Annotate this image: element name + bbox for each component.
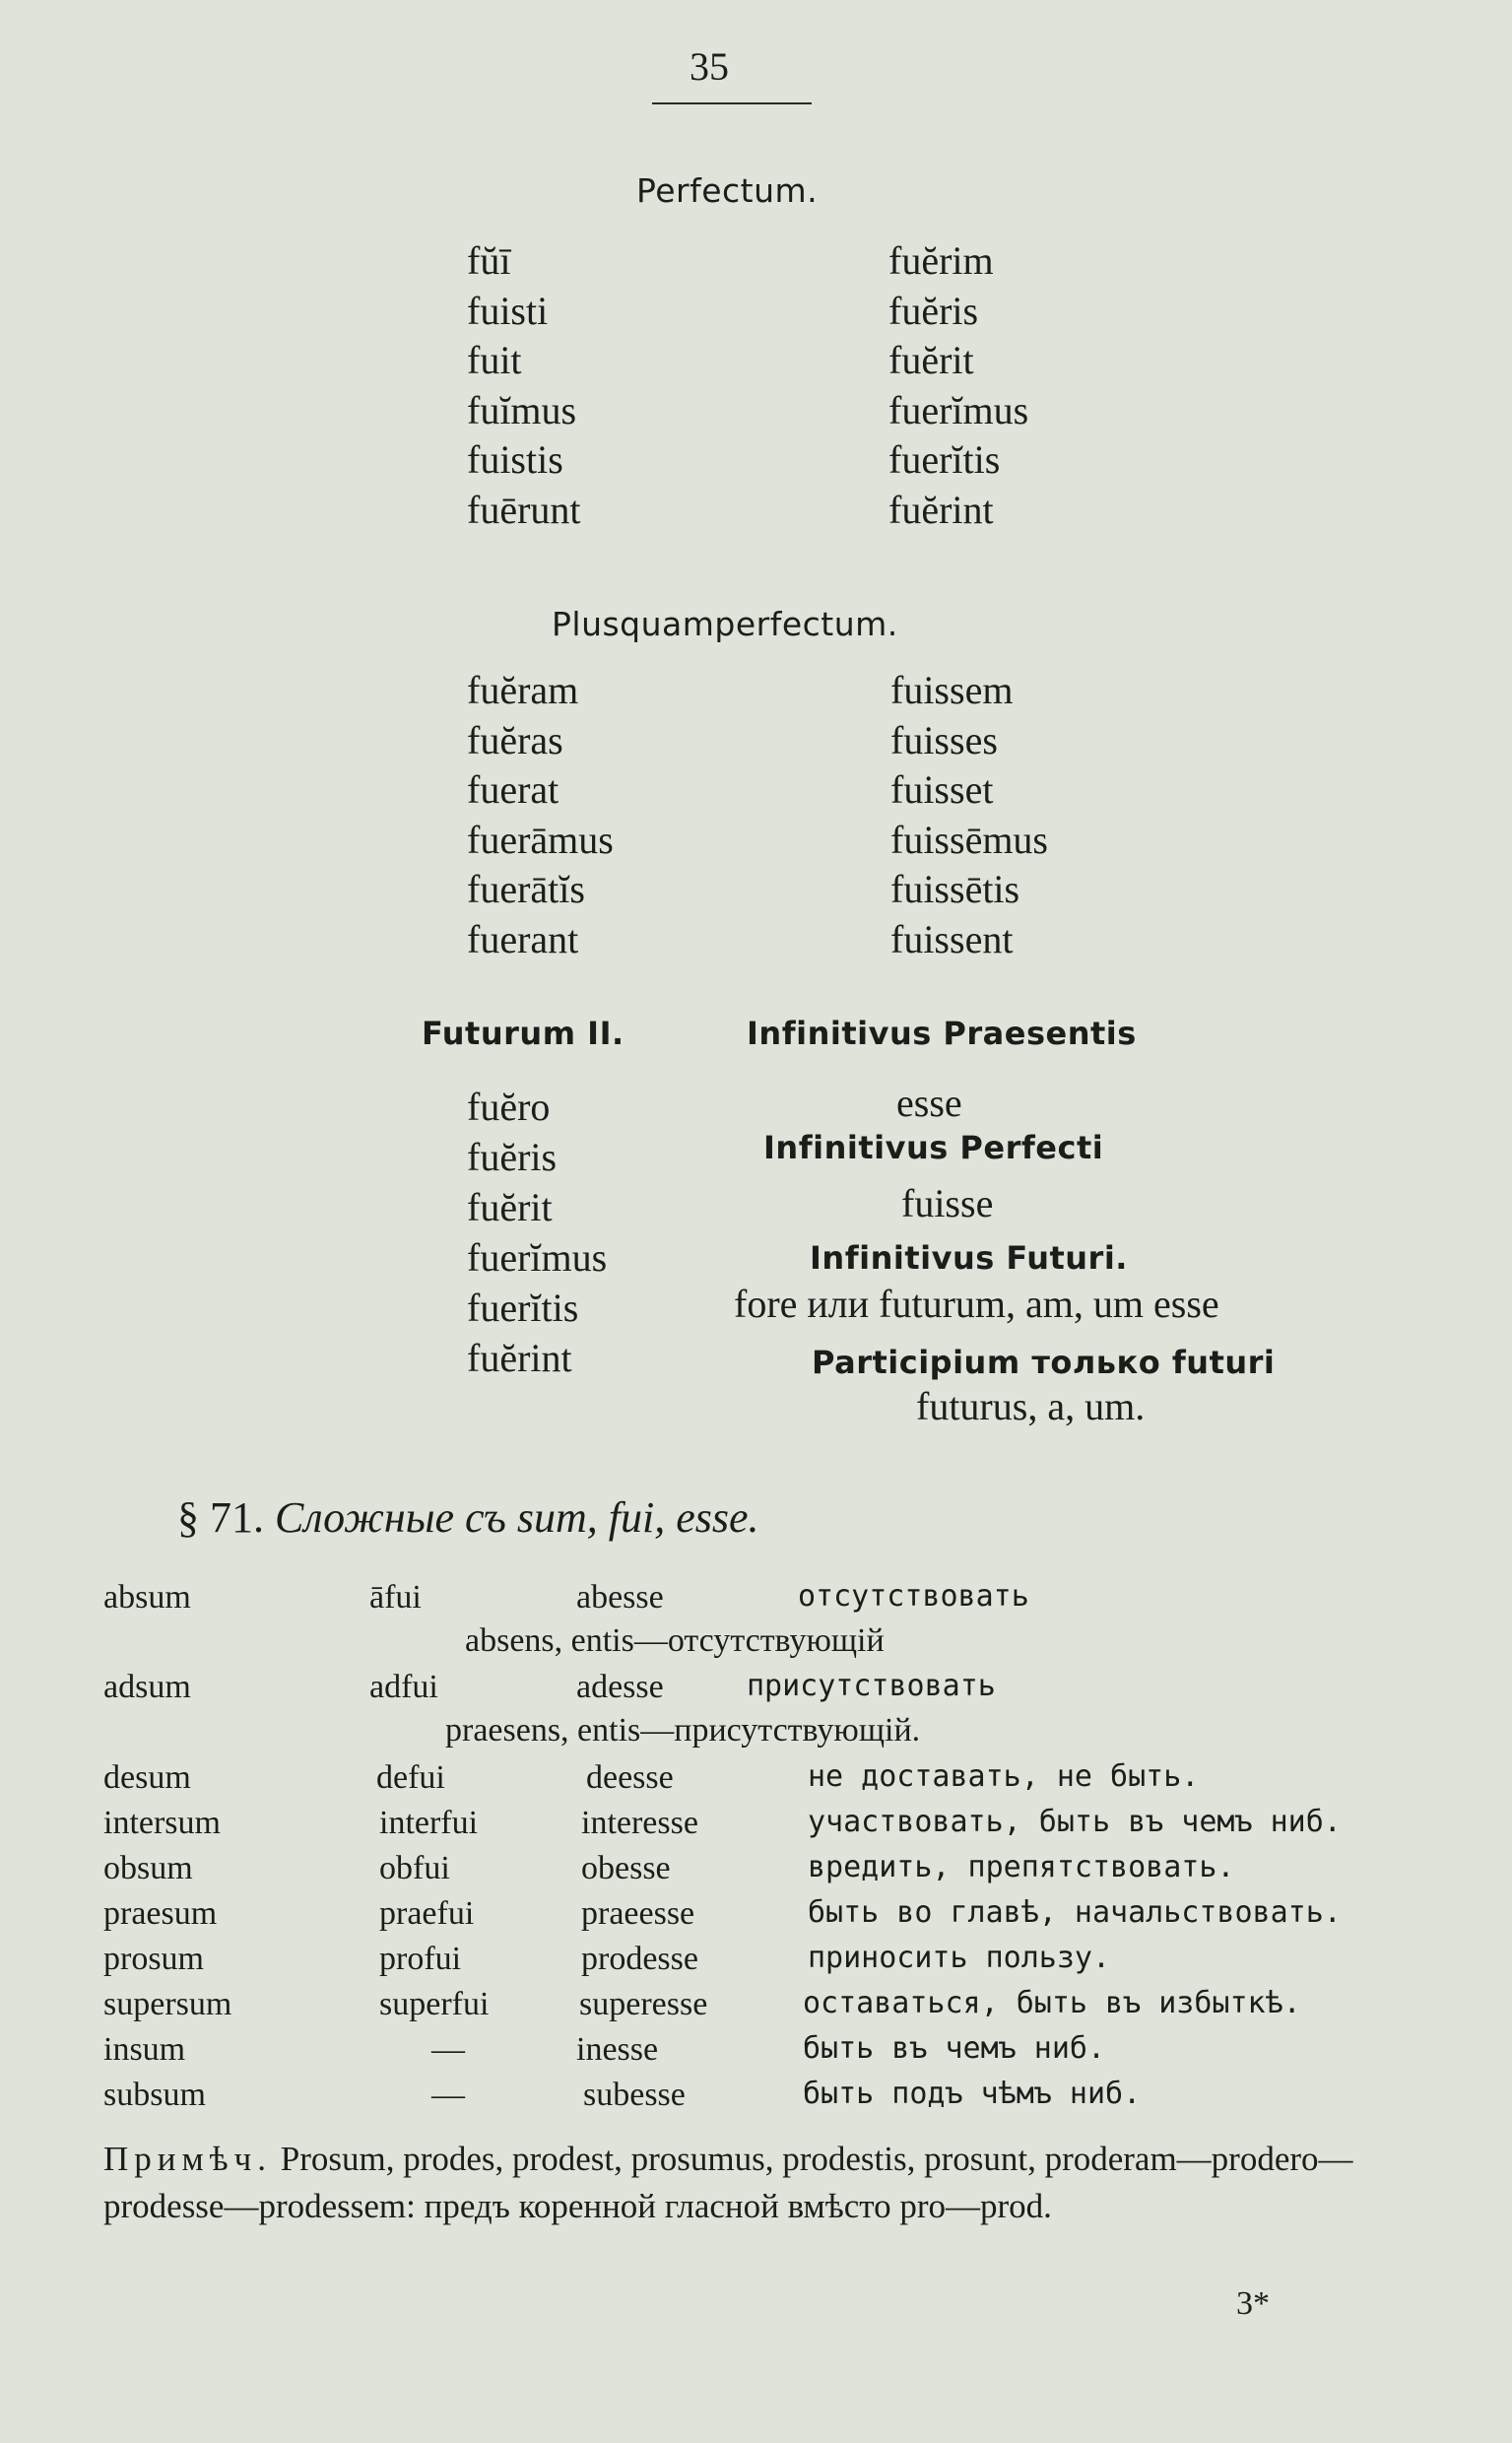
verb-infinitive: prodesse	[581, 1941, 698, 1977]
verb-perfect: interfui	[379, 1805, 479, 1841]
table-row	[0, 1986, 1512, 2029]
verb-perfect: defui	[376, 1759, 445, 1796]
list-item: fuĕram	[467, 668, 579, 712]
verb-meaning: приносить пользу.	[808, 1941, 1111, 1975]
list-item: fuerāmus	[467, 817, 614, 862]
list-item: fuistis	[467, 437, 563, 482]
table-row	[0, 1850, 1512, 1893]
participle-note: absens, entis—отсутствующій	[465, 1622, 885, 1659]
verb-perfect: obfui	[379, 1850, 450, 1886]
verb-meaning: быть подъ чѣмъ ниб.	[803, 2077, 1142, 2111]
section-title-words: sum, fui, esse.	[516, 1493, 759, 1542]
list-item: fuĕro	[467, 1085, 551, 1129]
list-item: fuisti	[467, 288, 549, 333]
participium-form: futurus, a, um.	[916, 1384, 1146, 1428]
table-row-participle	[0, 1622, 1512, 1666]
section-number: § 71.	[177, 1493, 264, 1542]
verb-perfect: —	[431, 2077, 465, 2113]
list-item: fuĕrint	[467, 1336, 572, 1380]
infinitivus-praesentis-title: Infinitivus Praesentis	[747, 1015, 1137, 1052]
list-item: fuisset	[890, 767, 994, 812]
verb-infinitive: interesse	[581, 1805, 698, 1841]
verb-perfect: praefui	[379, 1895, 475, 1932]
futurum-list	[467, 1082, 607, 1383]
perfectum-subjunctive-list	[888, 236, 1028, 535]
verb-perfect: āfui	[369, 1579, 422, 1616]
list-item: fuerant	[467, 916, 579, 961]
infinitivus-futuri-title: Infinitivus Futuri.	[810, 1239, 1128, 1277]
verb-meaning: присутствовать	[747, 1669, 996, 1703]
verb-present: desum	[103, 1759, 191, 1796]
verb-present: supersum	[103, 1986, 232, 2022]
verb-present: adsum	[103, 1669, 191, 1705]
list-item: fuĕrit	[888, 338, 974, 382]
verb-infinitive: deesse	[586, 1759, 674, 1796]
list-item: fuit	[467, 338, 522, 382]
verb-meaning: оставаться, быть въ избыткѣ.	[803, 1986, 1301, 2020]
verb-present: absum	[103, 1579, 191, 1616]
list-item: fuĕris	[467, 1135, 558, 1179]
verb-present: obsum	[103, 1850, 193, 1886]
list-item: fuerĭmus	[467, 1235, 608, 1280]
table-row	[0, 2077, 1512, 2120]
table-row	[0, 1669, 1512, 1712]
list-item: fuissent	[890, 916, 1014, 961]
perfectum-indicative-list	[467, 236, 581, 535]
verb-present: subsum	[103, 2077, 206, 2113]
verb-infinitive: superesse	[579, 1986, 708, 2022]
list-item: fuĕrit	[467, 1185, 553, 1229]
verb-perfect: —	[431, 2031, 465, 2068]
verb-present: intersum	[103, 1805, 221, 1841]
verb-meaning: вредить, препятствовать.	[808, 1850, 1235, 1884]
infinitivus-futuri-form: fore или futurum, am, um esse	[734, 1282, 1219, 1326]
verb-infinitive: obesse	[581, 1850, 671, 1886]
verb-meaning: не доставать, не быть.	[808, 1759, 1200, 1794]
infinitivus-perfecti-title: Infinitivus Perfecti	[763, 1129, 1104, 1166]
list-item: fuerĭtis	[467, 1286, 579, 1330]
list-item: fuissem	[890, 668, 1014, 712]
verb-infinitive: adesse	[576, 1669, 664, 1705]
verb-present: insum	[103, 2031, 186, 2068]
list-item: fuērunt	[467, 487, 581, 532]
verb-infinitive: abesse	[576, 1579, 664, 1616]
infinitivus-praesentis-form: esse	[896, 1081, 962, 1125]
list-item: fuerātĭs	[467, 867, 585, 911]
table-row	[0, 1805, 1512, 1848]
plusquamperfectum-subjunctive-list	[890, 666, 1048, 964]
footnote-label: Примѣч.	[103, 2140, 273, 2178]
list-item: fuissēmus	[890, 817, 1048, 862]
signature-mark: 3*	[1236, 2285, 1270, 2322]
section-title-prefix: Сложные съ	[275, 1493, 506, 1542]
table-row-participle	[0, 1712, 1512, 1755]
verb-meaning: участвовать, быть въ чемъ ниб.	[808, 1805, 1342, 1839]
list-item: fuĕras	[467, 717, 563, 762]
futurum-title: Futurum II.	[422, 1015, 625, 1052]
verb-infinitive: subesse	[583, 2077, 686, 2113]
list-item: fuerĭmus	[888, 387, 1029, 432]
plusquamperfectum-title: Plusquamperfectum.	[552, 605, 898, 643]
list-item: fuĕrint	[888, 487, 994, 532]
verb-perfect: superfui	[379, 1986, 490, 2022]
verb-meaning: быть въ чемъ ниб.	[803, 2031, 1106, 2066]
footnote	[103, 2136, 1384, 2230]
table-row	[0, 1759, 1512, 1803]
table-row	[0, 1579, 1512, 1622]
perfectum-title: Perfectum.	[636, 171, 819, 210]
page-number-rule	[652, 102, 812, 104]
list-item: fuĕrim	[888, 238, 994, 283]
list-item: fuerat	[467, 767, 559, 812]
verb-meaning: быть во главѣ, начальствовать.	[808, 1895, 1342, 1930]
plusquamperfectum-indicative-list	[467, 666, 614, 964]
participium-title: Participium только futuri	[812, 1344, 1276, 1381]
table-row	[0, 1895, 1512, 1939]
list-item: fŭī	[467, 238, 511, 283]
table-row	[0, 2031, 1512, 2075]
participle-note: praesens, entis—присутствующій.	[445, 1712, 921, 1749]
verb-infinitive: praeesse	[581, 1895, 695, 1932]
verb-perfect: adfui	[369, 1669, 438, 1705]
list-item: fuisses	[890, 717, 998, 762]
infinitivus-perfecti-form: fuisse	[901, 1181, 994, 1225]
list-item: fuissētis	[890, 867, 1020, 911]
list-item: fuerĭtis	[888, 437, 1001, 482]
list-item: fuĭmus	[467, 387, 577, 432]
verb-present: praesum	[103, 1895, 218, 1932]
verb-present: prosum	[103, 1941, 204, 1977]
list-item: fuĕris	[888, 288, 979, 333]
footnote-text: Prosum, prodes, prodest, prosumus, prodestis, prosunt, proderam—prodero—prodesse—prodessem: предъ коренной гласной вмѣсто pro—prod.	[103, 2140, 1353, 2225]
verb-perfect: profui	[379, 1941, 462, 1977]
table-row	[0, 1941, 1512, 1984]
page-number: 35	[690, 44, 729, 89]
verb-infinitive: inesse	[576, 2031, 659, 2068]
verb-meaning: отсутствовать	[798, 1579, 1029, 1614]
section-71-heading	[177, 1492, 759, 1543]
